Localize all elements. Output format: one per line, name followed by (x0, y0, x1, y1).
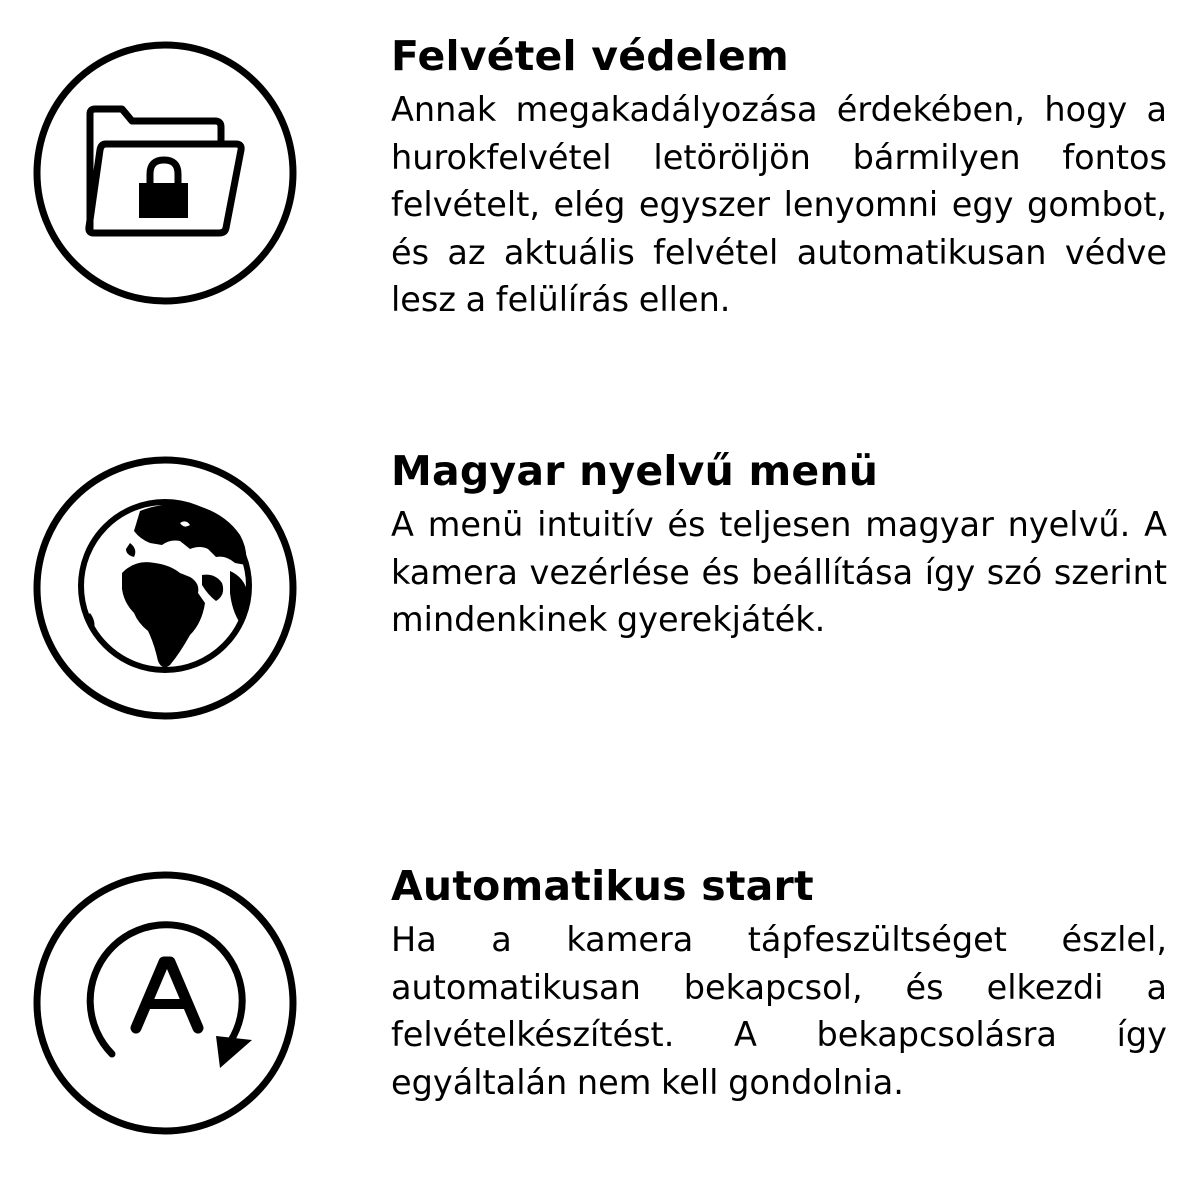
locked-folder-icon (30, 38, 300, 308)
feature-title: Felvétel védelem (391, 32, 789, 80)
feature-description: Ha a kamera tápfeszültséget észlel, automatikusan bekapcsol, és elkezdi a felvételkészítést. A bekapcsolásra így egyáltalán nem kell gondolnia. (391, 920, 1167, 1102)
feature-description: Annak megakadályozása érdekében, hogy a hurokfelvétel letöröljön bármilyen fontos felvételt, elég egyszer lenyomni egy gombot, és az aktuális felvétel automatikusan védve lesz a felülírás ellen. (391, 90, 1167, 319)
feature-auto-start (0, 830, 1200, 1130)
feature-text (391, 862, 1167, 1106)
feature-text (391, 447, 1167, 644)
feature-title: Magyar nyelvű menü (391, 447, 879, 495)
feature-hungarian-menu (0, 415, 1200, 715)
auto-start-icon (30, 868, 300, 1138)
feature-title: Automatikus start (391, 862, 814, 910)
feature-text (391, 32, 1167, 324)
feature-description: A menü intuitív és teljesen magyar nyelvű. A kamera vezérlése és beállítása így szó szerint mindenkinek gyerekjáték. (391, 505, 1167, 639)
feature-recording-protection (0, 0, 1200, 319)
globe-icon (30, 453, 300, 723)
